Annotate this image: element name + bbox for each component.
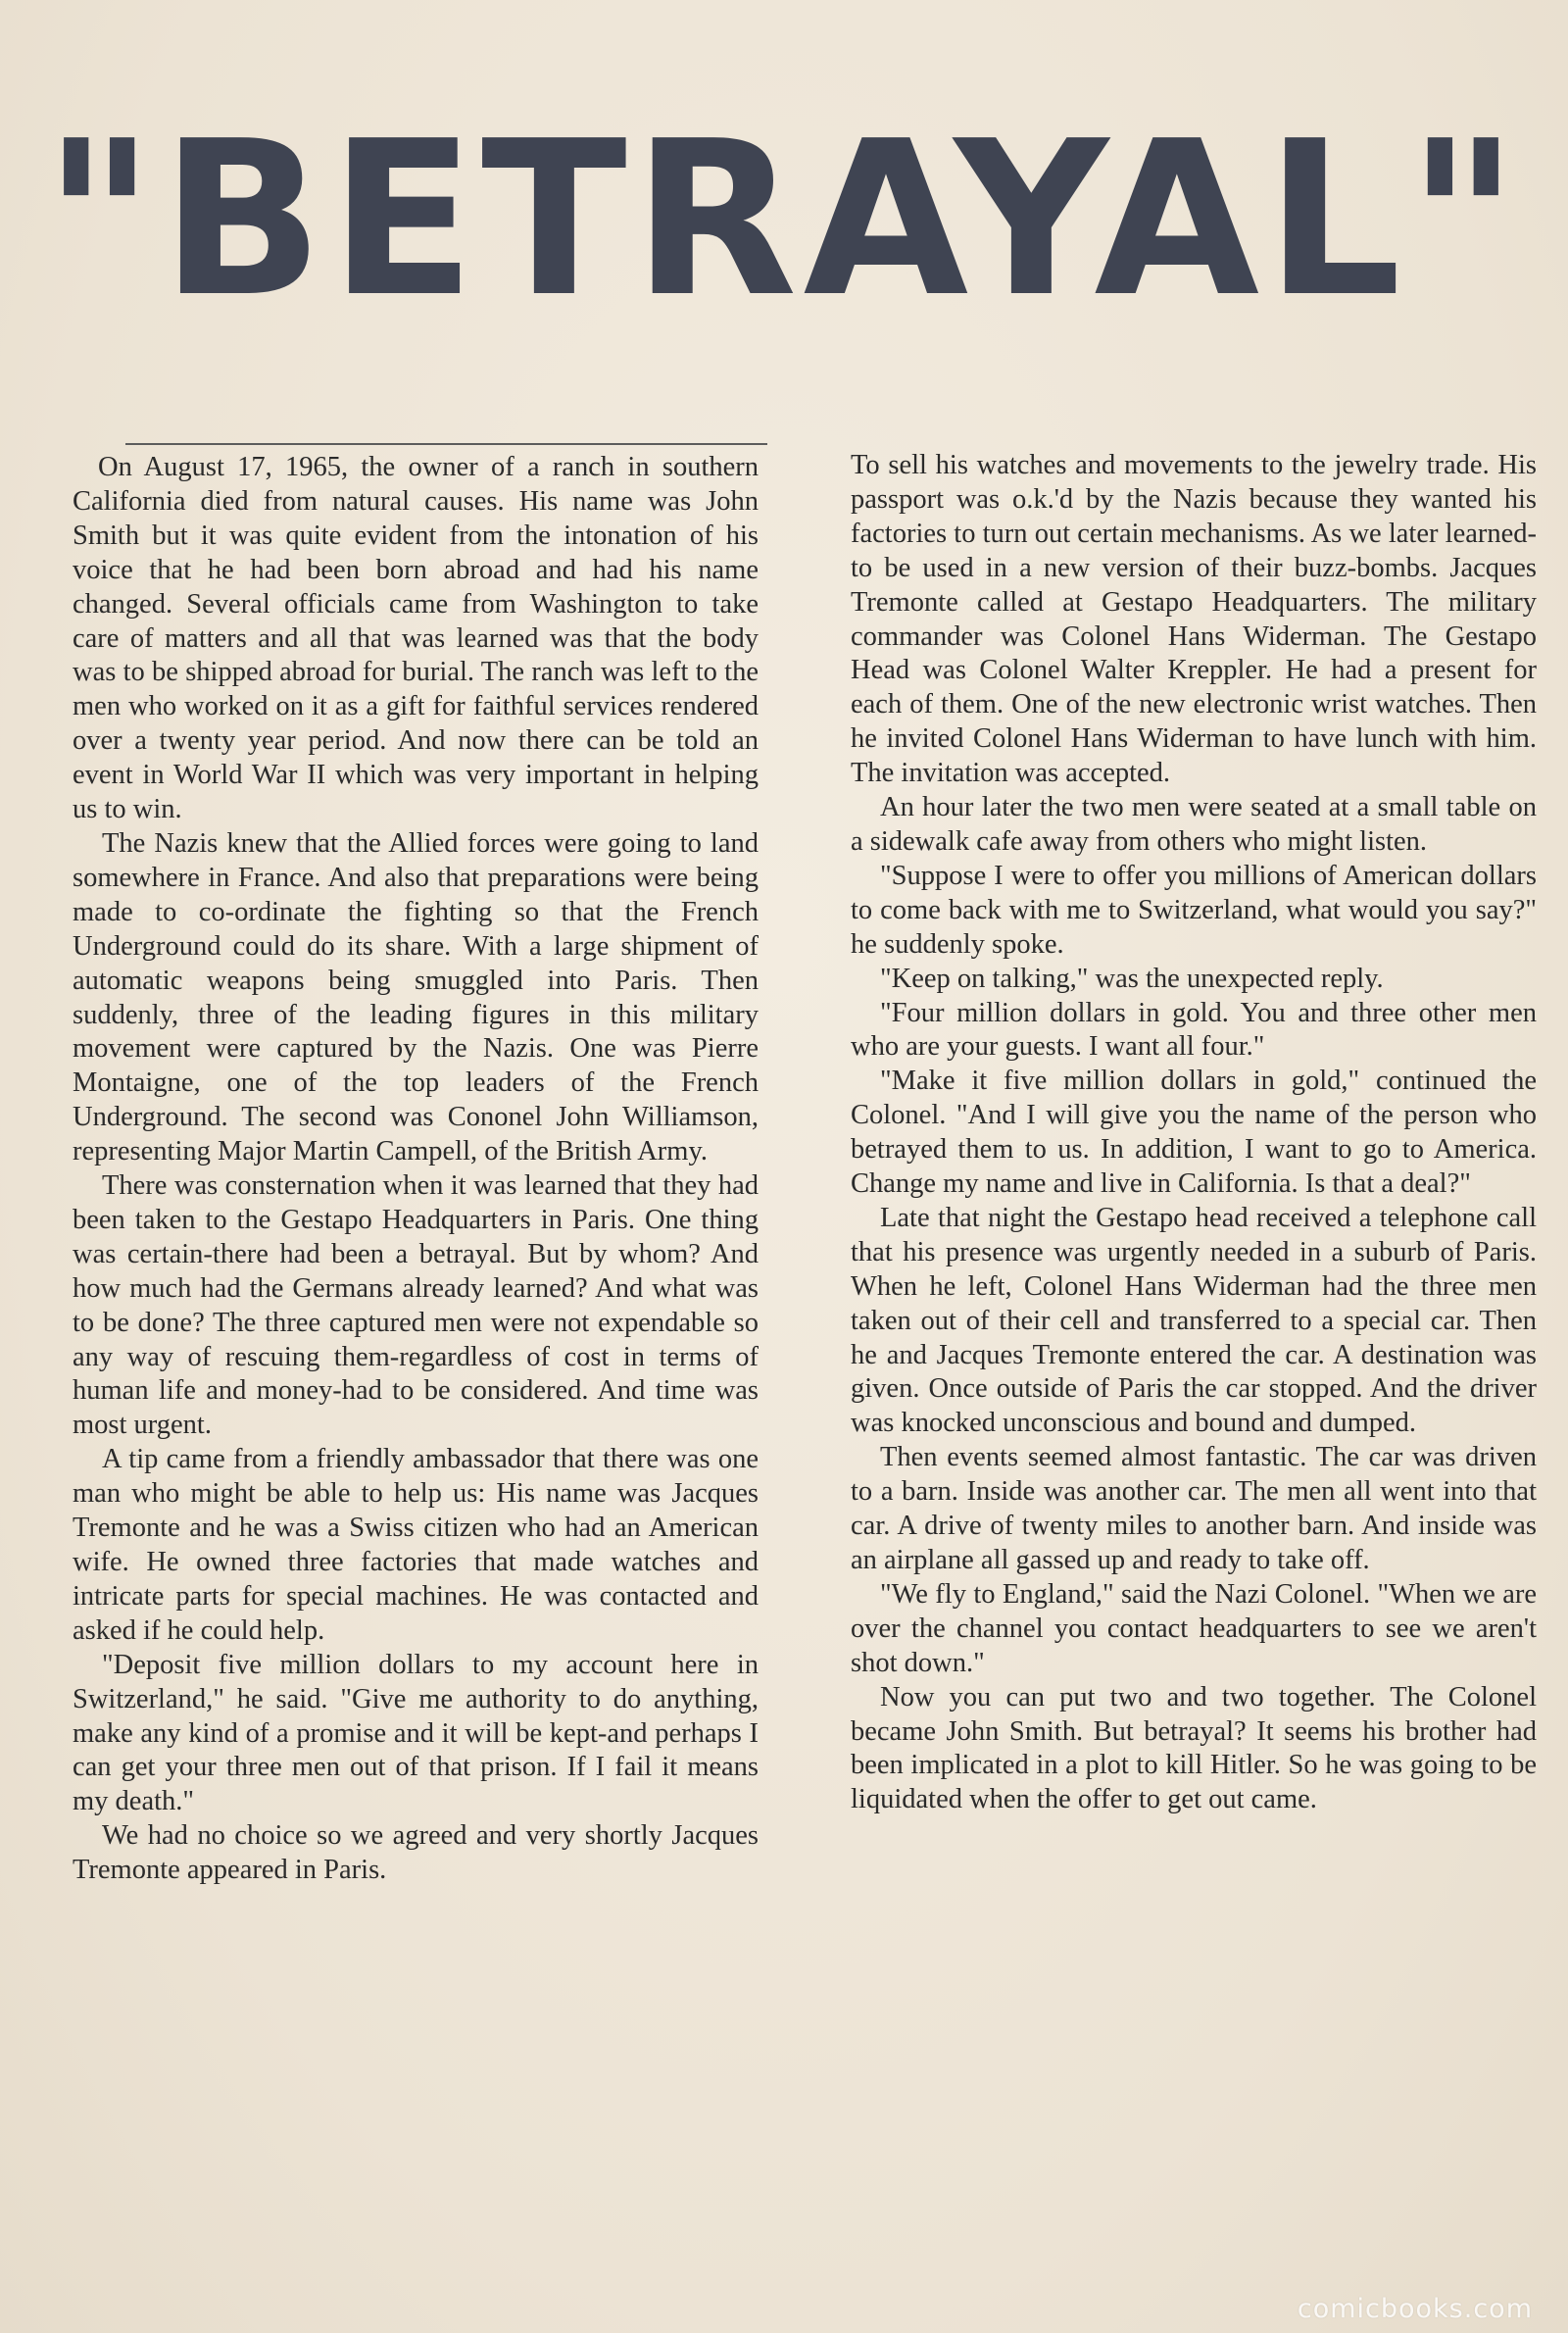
right-paragraph-3: "Suppose I were to offer you millions of American dollars to come back with me to Switzerland, what would you say?" he suddenly spoke. (851, 860, 1537, 960)
left-paragraph-2: The Nazis knew that the Allied forces were going to land somewhere in France. And also that preparations were being made to co-ordinate the fighting so that the French Underground could do its share. With a large shipment of automatic weapons being smuggled into Paris. Then suddenly, three of the leading figures in this military movement were captured by the Nazis. One was Pierre Montaigne, one of the top leaders of the French Underground. The second was Cononel John Williamson, representing Major Martin Campell, of the British Army. (73, 827, 759, 1167)
right-paragraph-4: "Keep on talking," was the unexpected reply. (880, 963, 1384, 994)
left-paragraph-6: We had no choice so we agreed and very shortly Jacques Tremonte appeared in Paris. (73, 1820, 759, 1886)
story-title: "BETRAYAL" (43, 96, 1525, 344)
left-paragraph-1: On August 17, 1965, the owner of a ranch in southern California died from natural causes. His name was John Smith but it was quite evident from the intonation of his voice that he had been born abroad and had his name changed. Several officials came from Washington to take care of matters and all that was learned was that the body was to be shipped abroad for burial. The ranch was left to the men who worked on it as a gift for faithful services rendered over a twenty year period. And now there can be told an event in World War II which was very important in helping us to win. (73, 452, 759, 825)
right-paragraph-7: Late that night the Gestapo head received a telephone call that his presence was urgently needed in a suburb of Paris. When he left, Colonel Hans Widerman had the three men taken out of their cell and transferred to a special car. Then he and Jacques Tremonte entered the car. A destination was given. Once outside of Paris the car stopped. And the driver was knocked unconscious and bound and dumped. (851, 1202, 1537, 1439)
right-paragraph-10: Now you can put two and two together. The Colonel became John Smith. But betrayal? It seems his brother had been implicated in a plot to kill Hitler. So he was going to be liquidated when the offer to get out came. (851, 1681, 1537, 1815)
right-paragraph-9: "We fly to England," said the Nazi Colonel. "When we are over the channel you contact headquarters to see we aren't shot down." (851, 1578, 1537, 1678)
right-paragraph-5: "Four million dollars in gold. You and three other men who are your guests. I want all four." (851, 997, 1537, 1063)
right-paragraph-2: An hour later the two men were seated at a small table on a sidewalk cafe away from others who might listen. (851, 792, 1537, 857)
left-paragraph-4: A tip came from a friendly ambassador that there was one man who might be able to help us: His name was Jacques Tremonte and he was a Swiss citizen who had an American wife. He owned three factories that made watches and intricate parts for special machines. He was contacted and asked if he could help. (73, 1444, 759, 1646)
right-paragraph-6: "Make it five million dollars in gold," continued the Colonel. "And I will give you the name of the person who betrayed them to us. In addition, I want to go to America. Change my name and live in California. Is that a deal?" (851, 1066, 1537, 1200)
left-paragraph-3: There was consternation when it was learned that they had been taken to the Gestapo Headquarters in Paris. One thing was certain-there had been a betrayal. But by whom? And how much had the Germans already learned? And what was to be done? The three captured men were not expendable so any way of rescuing them-regardless of cost in terms of human life and money-had to be considered. And time was most urgent. (73, 1170, 759, 1441)
watermark-text: comicbooks.com (1297, 2294, 1533, 2324)
right-paragraph-1: To sell his watches and movements to the jewelry trade. His passport was o.k.'d by the Nazis because they wanted his factories to turn out certain mechanisms. As we later learned-to be used in a new version of their buzz-bombs. Jacques Tremonte called at Gestapo Headquarters. The military commander was Colonel Hans Widerman. The Gestapo Head was Colonel Walter Kreppler. He had a present for each of them. One of the new electronic wrist watches. Then he invited Colonel Hans Widerman to have lunch with him. The invitation was accepted. (851, 450, 1537, 789)
left-paragraph-5: "Deposit five million dollars to my account here in Switzerland," he said. "Give me authority to do anything, make any kind of a promise and it will be kept-and perhaps I can get your three men out of that prison. If I fail it means my death." (73, 1649, 759, 1817)
left-column (73, 451, 759, 1888)
right-paragraph-8: Then events seemed almost fantastic. The car was driven to a barn. Inside was another car. The men all went into that car. A drive of twenty miles to another barn. And inside was an airplane all gassed up and ready to take off. (851, 1442, 1537, 1575)
right-column (851, 449, 1537, 1817)
column-rule (125, 443, 767, 445)
